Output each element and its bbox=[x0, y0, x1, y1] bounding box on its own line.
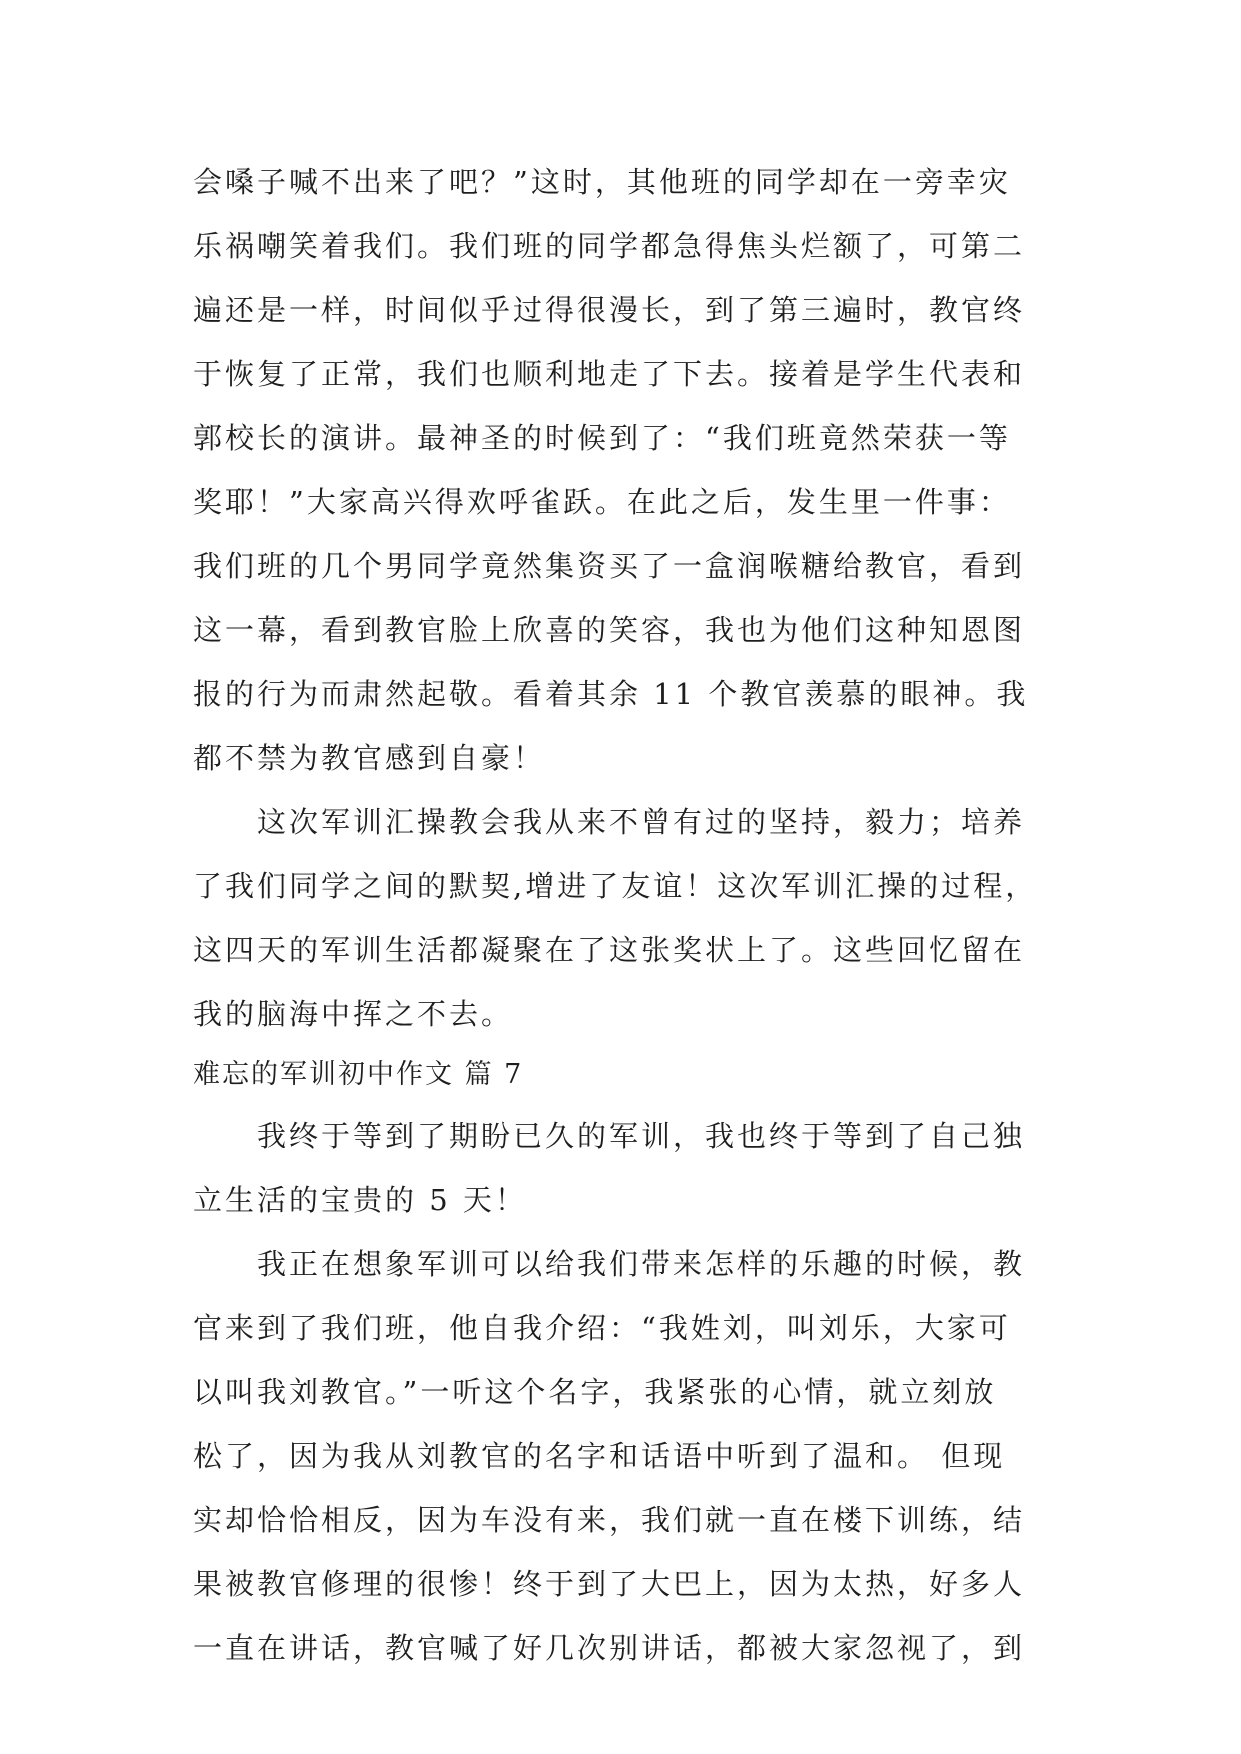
text-line: 果被教官修理的很惨！终于到了大巴上，因为太热，好多人 bbox=[193, 1567, 1026, 1601]
text-line: 奖耶！”大家高兴得欢呼雀跃。在此之后，发生里一件事： bbox=[193, 485, 1011, 519]
text-line: 乐祸嘲笑着我们。我们班的同学都急得焦头烂额了，可第二 bbox=[193, 229, 1026, 263]
text-line: 报的行为而肃然起敬。看着其余 11 个教官羡慕的眼神。我 bbox=[193, 677, 1029, 711]
text-line: 我正在想象军训可以给我们带来怎样的乐趣的时候，教 bbox=[193, 1247, 1026, 1281]
text-line: 一直在讲话，教官喊了好几次别讲话，都被大家忽视了，到 bbox=[193, 1631, 1026, 1665]
text-line: 这次军训汇操教会我从来不曾有过的坚持，毅力；培养 bbox=[193, 805, 1026, 839]
text-line: 松了，因为我从刘教官的名字和话语中听到了温和。 但现 bbox=[193, 1439, 1006, 1473]
text-line: 立生活的宝贵的 5 天！ bbox=[193, 1183, 527, 1217]
text-line: 这四天的军训生活都凝聚在了这张奖状上了。这些回忆留在 bbox=[193, 933, 1026, 967]
text-line: 实却恰恰相反，因为车没有来，我们就一直在楼下训练，结 bbox=[193, 1503, 1026, 1537]
text-line: 了我们同学之间的默契,增进了友谊！这次军训汇操的过程， bbox=[193, 869, 1038, 903]
text-line: 这一幕，看到教官脸上欣喜的笑容，我也为他们这种知恩图 bbox=[193, 613, 1026, 647]
text-line: 我的脑海中挥之不去。 bbox=[193, 997, 514, 1031]
text-line: 都不禁为教官感到自豪！ bbox=[193, 741, 546, 775]
text-line: 于恢复了正常，我们也顺利地走了下去。接着是学生代表和 bbox=[193, 357, 1026, 391]
text-line: 以叫我刘教官。”一听这个名字，我紧张的心情，就立刻放 bbox=[193, 1375, 997, 1409]
text-line: 遍还是一样，时间似乎过得很漫长，到了第三遍时，教官终 bbox=[193, 293, 1026, 327]
text-line: 郭校长的演讲。最神圣的时候到了：“我们班竟然荣获一等 bbox=[193, 421, 1011, 455]
text-line: 官来到了我们班，他自我介绍：“我姓刘，叫刘乐，大家可 bbox=[193, 1311, 1011, 1345]
text-line: 会嗓子喊不出来了吧？”这时，其他班的同学却在一旁幸灾 bbox=[193, 165, 1011, 199]
section-heading: 难忘的军训初中作文 篇 7 bbox=[193, 1059, 524, 1090]
text-line: 我们班的几个男同学竟然集资买了一盒润喉糖给教官，看到 bbox=[193, 549, 1026, 583]
document-body bbox=[193, 150, 1053, 1680]
text-line: 我终于等到了期盼已久的军训，我也终于等到了自己独 bbox=[193, 1119, 1026, 1153]
